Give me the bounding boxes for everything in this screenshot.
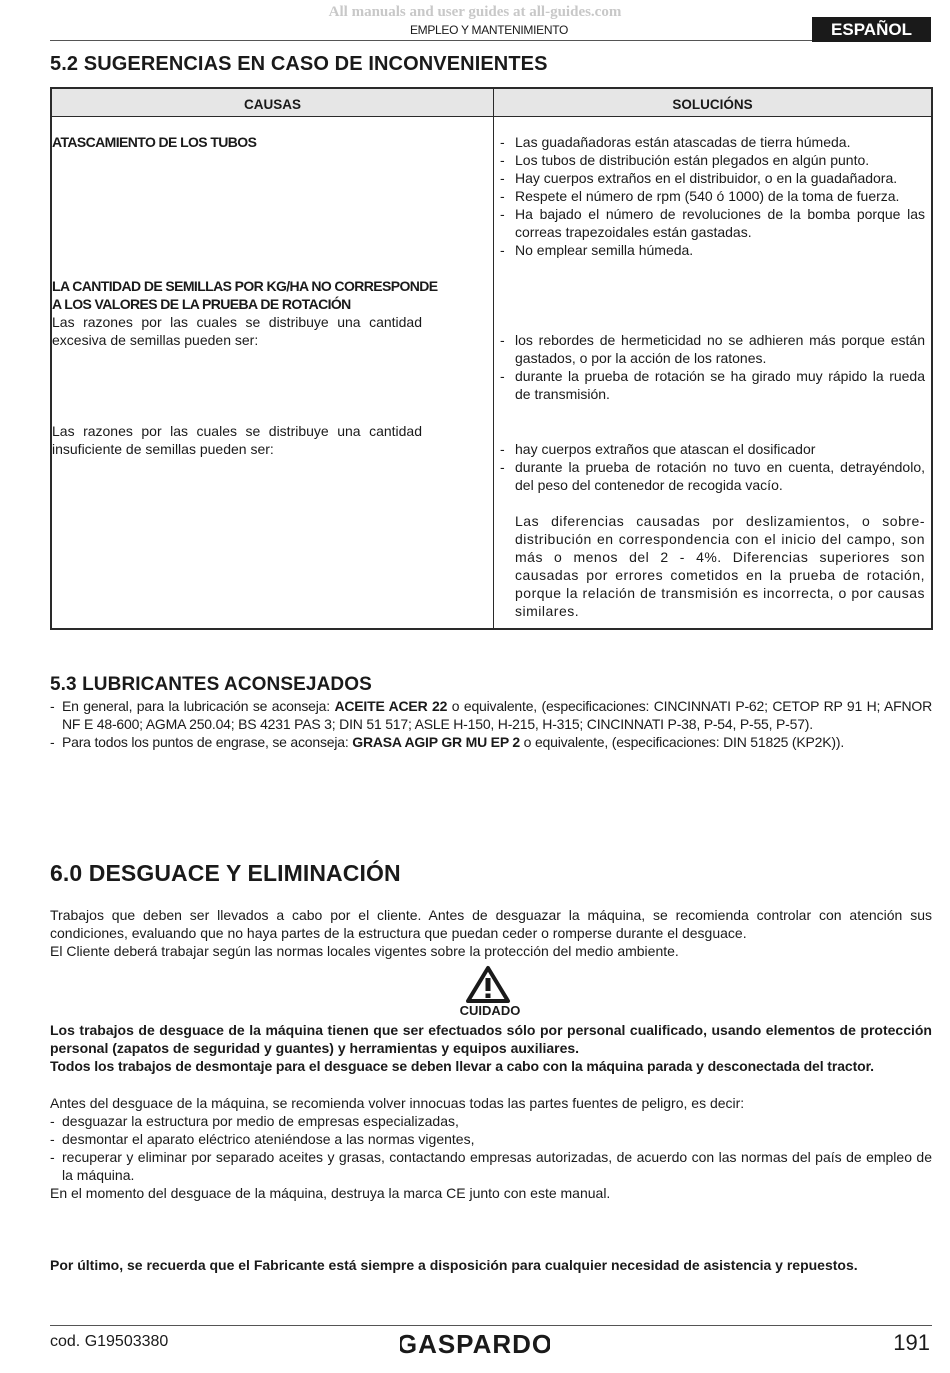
- col-causes: CAUSAS: [243, 97, 301, 112]
- lubricant-oil: [50, 697, 932, 733]
- warning-label: CUIDADO: [459, 1003, 521, 1018]
- tolerance-note: Las diferencias causadas por deslizamientos, o sobre-distribución en correspondencia con el inicio del campo, son más o menos del 2 - 4%. Diferencias superiores son causadas por errores cometidos en la prueba de rotación, porque la relación de transmisión es incorrecta, o por causas similares.: [515, 513, 925, 619]
- warning-text-2: Todos los trabajos de desmontaje para el desguace se deben llevar a cabo con la máquina parada y desconectada del tractor.: [50, 1058, 874, 1074]
- steps-list: [50, 1112, 932, 1184]
- list-item: - hay cuerpos extraños que atascan el dosificador: [500, 440, 925, 458]
- cause-tubes: ATASCAMIENTO DE LOS TUBOS: [52, 134, 257, 150]
- col-solutions: SOLUCIÓNS: [672, 97, 753, 112]
- header-rule: [50, 40, 812, 41]
- insufficient-reasons: Las razones por las cuales se distribuye una cantidad insuficiente de semillas pueden ser:: [52, 423, 422, 457]
- text: En general, para la lubricación se aconseja:: [62, 698, 335, 714]
- list-item: - durante la prueba de rotación se ha girado muy rápido la rueda de transmisión.: [500, 367, 925, 403]
- steps-intro: Antes del desguace de la máquina, se recomienda volver innocuas todas las partes fuentes de peligro, es decir:: [50, 1095, 745, 1111]
- section-60-title: 6.0 DESGUACE Y ELIMINACIÓN: [50, 860, 401, 886]
- list-item: - Las guadañadoras están atascadas de tierra húmeda.: [500, 133, 925, 151]
- warning-text-1: Los trabajos de desguace de la máquina tienen que ser efectuados sólo por personal cualificado, usando elementos de protección personal (zapatos de seguridad y guantes) y herramientas y equipos auxiliares.: [50, 1022, 932, 1056]
- watermark: All manuals and user guides at all-guides.com: [328, 4, 622, 20]
- solutions-insufficient: [500, 440, 925, 494]
- scrapping-intro-2: El Cliente deberá trabajar según las normas locales vigentes sobre la protección del medio ambiente.: [50, 943, 679, 959]
- grease-name: GRASA AGIP GR MU EP 2: [352, 734, 520, 750]
- excess-reasons: Las razones por las cuales se distribuye una cantidad excesiva de semillas pueden ser:: [52, 314, 422, 348]
- language-badge: ESPAÑOL: [812, 17, 931, 42]
- list-item: - durante la prueba de rotación no tuvo en cuenta, detrayéndolo, del peso del contenedor de recogida vacío.: [500, 458, 925, 494]
- cause-quantity-line1: LA CANTIDAD DE SEMILLAS POR KG/HA NO CORRESPONDE: [52, 278, 438, 294]
- list-item: - Hay cuerpos extraños en el distribuidor, o en la guadañadora.: [500, 169, 925, 187]
- warning-triangle-icon: [458, 965, 518, 1008]
- cause-quantity-line2: A LOS VALORES DE LA PRUEBA DE ROTACIÓN: [52, 296, 351, 312]
- ce-mark-text: En el momento del desguace de la máquina, destruya la marca CE junto con este manual.: [50, 1185, 611, 1201]
- list-item: - Ha bajado el número de revoluciones de la bomba porque las correas trapezoidales están gastadas.: [500, 205, 925, 241]
- table-header: [52, 89, 931, 117]
- list-item: - Los tubos de distribución están plegados en algún punto.: [500, 151, 925, 169]
- scrapping-intro: Trabajos que deben ser llevados a cabo por el cliente. Antes de desguazar la máquina, se recomienda controlar con atención sus condiciones, evaluando que no haya partes de la estructura que puedan ceder o romperse durante el desguace.: [50, 907, 932, 941]
- list-item: - los rebordes de hermeticidad no se adhieren más porque están gastados, o por la acción de los ratones.: [500, 331, 925, 367]
- lubricant-grease: [50, 733, 932, 751]
- solutions-tubes: [500, 133, 925, 259]
- text: o equivalente, (especificaciones: CINCINNATI P-62; CETOP RP 91 H; AFNOR NF E 48-600; AGMA 250.04; BS 4231 PAS 3; DIN 51 517; ASLE H-150, H-215, H-315; CINCINNATI P-38, P-54, P-55, P-57).: [62, 698, 933, 732]
- tolerance-note-block: [500, 512, 925, 620]
- list-item: - Respete el número de rpm (540 ó 1000) de la toma de fuerza.: [500, 187, 925, 205]
- list-item: - desmontar el aparato eléctrico ateniéndose a las normas vigentes,: [50, 1130, 932, 1148]
- section-53-title: 5.3 LUBRICANTES ACONSEJADOS: [50, 674, 372, 695]
- column-divider: [493, 89, 494, 628]
- oil-name: ACEITE ACER 22: [334, 698, 448, 714]
- list-item: - recuperar y eliminar por separado aceites y grasas, contactando empresas autorizadas, de acuerdo con las normas del país de empleo de la máquina.: [50, 1148, 932, 1184]
- solutions-excess: [500, 331, 925, 403]
- troubleshooting-table: [50, 87, 933, 630]
- lubricants-list: [50, 697, 932, 751]
- header-title: EMPLEO Y MANTENIMIENTO: [409, 23, 569, 37]
- list-item: - No emplear semilla húmeda.: [500, 241, 925, 259]
- brand-text: GASPARDO: [400, 1329, 550, 1358]
- text: Para todos los puntos de engrase, se aconseja:: [62, 734, 353, 750]
- closing-note: Por último, se recuerda que el Fabricante está siempre a disposición para cualquier necesidad de asistencia y repuestos.: [50, 1257, 858, 1273]
- gaspardo-logo: [400, 1328, 550, 1358]
- footer-rule: [50, 1325, 932, 1326]
- section-52-title: 5.2 SUGERENCIAS EN CASO DE INCONVENIENTES: [50, 53, 548, 75]
- list-item: - desguazar la estructura por medio de empresas especializadas,: [50, 1112, 932, 1130]
- document-code: cod. G19503380: [50, 1333, 169, 1350]
- text: o equivalente, (especificaciones: DIN 51825 (KP2K)).: [519, 734, 845, 750]
- page-number: 191: [893, 1330, 930, 1355]
